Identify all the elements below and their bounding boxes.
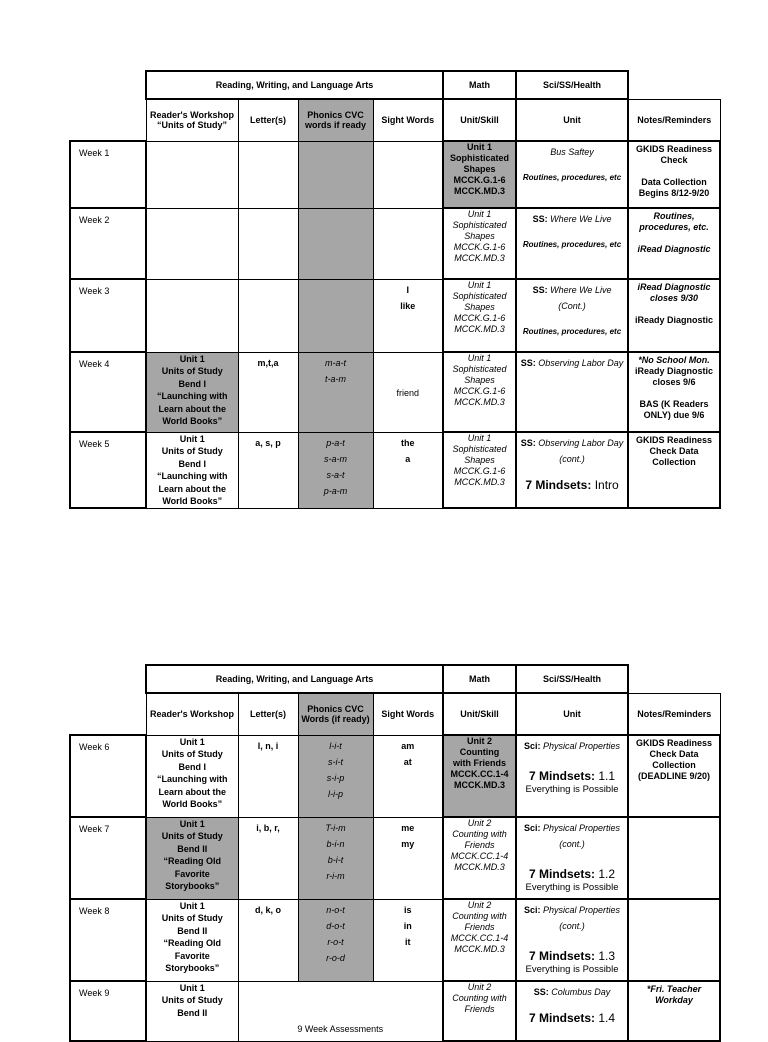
unit-title [519, 144, 625, 160]
unit-title [519, 984, 625, 1000]
week-label: Week 9 [70, 981, 146, 1041]
notes-cell [628, 735, 720, 817]
sci-unit-cell [516, 352, 628, 432]
phonics-header: Phonics CVC words if ready [298, 99, 373, 141]
math-line: Counting with [452, 911, 507, 921]
sight-words-cell [373, 352, 443, 432]
reading-line: Unit 1 [179, 900, 205, 911]
reading-line: Favorite [174, 868, 210, 879]
letters-cell: a, s, p [238, 432, 298, 508]
letters-cell: i, b, r, [238, 817, 298, 899]
phonics-word: s-a-m [324, 453, 347, 464]
unit-note: Routines, procedures, etc [522, 327, 622, 336]
sight-words-cell [373, 735, 443, 817]
math-line: Shapes [464, 231, 495, 241]
week-label: Week 3 [70, 279, 146, 352]
letters-cell [238, 279, 298, 352]
unit-header: Unit [516, 99, 628, 141]
math-line: MCCK.MD.3 [454, 862, 505, 872]
math-line: Counting [459, 747, 500, 757]
notes-header: Notes/Reminders [628, 693, 720, 735]
mindsets-label: 7 Mindsets: [528, 949, 595, 963]
math-line: MCCK.G.1-6 [453, 386, 506, 396]
math-line: MCCK.CC.1-4 [450, 769, 509, 779]
sight-word: my [401, 838, 415, 849]
math-unit-cell [443, 352, 516, 432]
mindsets-label: 7 Mindsets: [528, 1011, 595, 1025]
note-line [631, 388, 717, 399]
rwla-header: Reading, Writing, and Language Arts [146, 71, 443, 99]
reading-line: Unit 1 [179, 736, 205, 747]
readers-workshop-cell [146, 352, 238, 432]
note-line: iRead Diagnostic closes 9/30 [637, 282, 711, 303]
reading-line: Learn about the [158, 403, 226, 414]
week-label: Week 5 [70, 432, 146, 508]
sight-words-cell [373, 817, 443, 899]
mindsets-label: 7 Mindsets: [528, 769, 595, 783]
math-unit-cell [443, 817, 516, 899]
math-line: Unit 1 [467, 142, 493, 152]
week-label: Week 7 [70, 817, 146, 899]
unit-name: Where We Live [550, 214, 612, 224]
unit-prefix: Sci: [523, 905, 541, 915]
readers-workshop-cell [146, 208, 238, 279]
unit-name: Observing Labor Day [538, 358, 624, 368]
math-line: MCCK.MD.3 [454, 324, 505, 334]
sight-word: am [401, 740, 415, 751]
sci-header: Sci/SS/Health [516, 71, 628, 99]
math-unit-cell [443, 208, 516, 279]
mindsets-line [519, 477, 625, 493]
math-line: Shapes [463, 164, 496, 174]
mindsets-line [519, 948, 625, 964]
phonics-word: p-a-t [326, 437, 345, 448]
unit-name: Physical Properties (cont.) [543, 905, 621, 931]
math-line: MCCK.G.1-6 [453, 175, 506, 185]
week-row [70, 279, 720, 352]
phonics-word: t-a-m [325, 373, 346, 384]
math-line: Unit 1 [467, 209, 492, 219]
math-line: MCCK.G.1-6 [453, 313, 506, 323]
readers-workshop-cell [146, 279, 238, 352]
unit-note: Routines, procedures, etc [522, 173, 622, 182]
math-line: MCCK.CC.1-4 [450, 933, 509, 943]
reading-line: Learn about the [158, 483, 226, 494]
math-line: Unit 2 [467, 818, 492, 828]
math-unit-cell [443, 735, 516, 817]
week-row [70, 899, 720, 981]
mindsets-line [519, 768, 625, 784]
reading-line: Units of Study [161, 446, 223, 456]
math-line: Unit 1 [467, 353, 492, 363]
sight-word: me [401, 822, 415, 833]
note-line [631, 233, 717, 244]
sci-unit-cell [516, 817, 628, 899]
reading-line: Bend I [178, 761, 206, 772]
mindsets-value: Intro [594, 478, 619, 492]
math-line: MCCK.CC.1-4 [450, 851, 509, 861]
reading-line: Bend II [177, 925, 208, 936]
phonics-word: b-i-t [327, 854, 344, 865]
unit-prefix: Sci: [523, 741, 541, 751]
mindsets-label: 7 Mindsets: [528, 867, 595, 881]
math-unit-cell [443, 899, 516, 981]
sci-header: Sci/SS/Health [516, 665, 628, 693]
unit-title [519, 435, 625, 467]
rwla-header: Reading, Writing, and Language Arts [146, 665, 443, 693]
sight-words-cell [373, 208, 443, 279]
unit-prefix: SS: [532, 214, 548, 224]
sight-word: a [405, 453, 411, 464]
letters-cell: d, k, o [238, 899, 298, 981]
note-line: Routines, procedures, etc. [639, 211, 709, 232]
reading-line: Units of Study [161, 749, 223, 759]
sci-unit-cell [516, 735, 628, 817]
note-line [631, 304, 717, 315]
mindsets-value: 1.3 [598, 949, 616, 963]
letters-cell: m,t,a [238, 352, 298, 432]
math-line: MCCK.G.1-6 [453, 466, 506, 476]
unit-title [519, 355, 625, 371]
mindsets-line [519, 866, 625, 882]
math-line: Unit 1 [467, 280, 492, 290]
unit-title [519, 211, 625, 227]
unit-title [519, 282, 625, 314]
math-line: MCCK.MD.3 [454, 397, 505, 407]
sci-unit-cell [516, 981, 628, 1041]
reading-line: “Reading Old [163, 856, 221, 866]
sight-word: I [406, 284, 410, 295]
reading-line: Storybooks” [165, 881, 220, 891]
unit-skill-header: Unit/Skill [443, 99, 516, 141]
phonics-word: b-i-n [326, 838, 345, 849]
note-line: GKIDS Readiness Check Data Collection (DEADLINE 9/20) [636, 738, 713, 781]
phonics-word: s-i-p [326, 772, 345, 783]
sight-word: at [403, 756, 412, 767]
note-line: *Fri. Teacher Workday [646, 984, 702, 1005]
reading-line: “Reading Old [163, 938, 221, 948]
math-unit-cell [443, 141, 516, 208]
note-line: GKIDS Readiness Check [636, 144, 713, 165]
mindsets-subtitle: Everything is Possible [525, 784, 619, 795]
notes-cell [628, 432, 720, 508]
math-unit-cell [443, 981, 516, 1041]
unit-name: Where We Live (Cont.) [550, 285, 612, 311]
mindsets-label: 7 Mindsets: [525, 478, 592, 492]
unit-prefix: SS: [532, 285, 548, 295]
phonics-word: n-o-t [326, 904, 345, 915]
week-row [70, 208, 720, 279]
unit-prefix: SS: [520, 358, 536, 368]
reading-line: Favorite [174, 950, 210, 961]
reading-line: “Launching with [157, 391, 228, 401]
reading-line: World Books” [162, 799, 223, 809]
reading-line: Units of Study [161, 995, 223, 1005]
sight-words-cell [373, 279, 443, 352]
week-row [70, 981, 720, 1041]
sight-words-cell [373, 432, 443, 508]
week-row [70, 735, 720, 817]
sight-word: friend [396, 388, 420, 398]
subheader-row [70, 693, 720, 735]
unit-prefix: SS: [520, 438, 536, 448]
math-line: Unit 2 [467, 736, 493, 746]
phonics-cell [298, 899, 373, 981]
week-row [70, 352, 720, 432]
unit-title [519, 738, 625, 754]
sci-unit-cell [516, 208, 628, 279]
phonics-word: l-i-p [328, 788, 343, 799]
lesson-plan-table-weeks-6-9 [69, 664, 721, 1042]
sci-unit-cell [516, 141, 628, 208]
unit-title [519, 820, 625, 852]
phonics-word: r-o-t [327, 936, 344, 947]
phonics-cell [298, 279, 373, 352]
notes-cell [628, 208, 720, 279]
notes-header: Notes/Reminders [628, 99, 720, 141]
mindsets-subtitle: Everything is Possible [525, 964, 619, 975]
sight-word: like [400, 300, 416, 311]
readers-workshop-header: Reader's Workshop “Units of Study” [146, 99, 238, 141]
unit-header: Unit [516, 693, 628, 735]
reading-line: Units of Study [161, 366, 223, 376]
note-line: *No School Mon. [638, 355, 710, 365]
unit-title [519, 902, 625, 934]
phonics-word: T-i-m [325, 822, 346, 833]
math-line: MCCK.G.1-6 [453, 242, 506, 252]
reading-line: Unit 1 [179, 982, 205, 993]
note-line: BAS (K Readers ONLY) due 9/6 [639, 399, 709, 420]
letters-cell [238, 141, 298, 208]
math-line: Friends [464, 840, 495, 850]
math-line: Shapes [464, 302, 495, 312]
phonics-cell [298, 817, 373, 899]
phonics-cell [298, 735, 373, 817]
week-row [70, 141, 720, 208]
math-header: Math [443, 71, 516, 99]
unit-prefix: Sci: [523, 823, 541, 833]
unit-prefix: SS: [533, 987, 549, 997]
reading-line: Bend II [177, 843, 208, 854]
subheader-row [70, 99, 720, 141]
assessment-cell: 9 Week Assessments [238, 981, 443, 1041]
week-label: Week 8 [70, 899, 146, 981]
math-line: Sophisticated [452, 364, 507, 374]
week-row [70, 432, 720, 508]
week-label: Week 1 [70, 141, 146, 208]
reading-line: Learn about the [158, 786, 226, 797]
notes-cell [628, 352, 720, 432]
reading-line: Bend II [177, 1007, 208, 1018]
unit-name: Observing Labor Day (cont.) [538, 438, 624, 464]
week-label: Week 6 [70, 735, 146, 817]
mindsets-value: 1.1 [598, 769, 616, 783]
math-line: MCCK.MD.3 [454, 477, 505, 487]
sci-unit-cell [516, 899, 628, 981]
reading-line: Storybooks” [165, 963, 220, 973]
reading-line: “Launching with [157, 471, 228, 481]
reading-line: Unit 1 [179, 818, 205, 829]
notes-cell [628, 279, 720, 352]
sight-word: it [405, 936, 411, 947]
phonics-header: Phonics CVC Words (if ready) [298, 693, 373, 735]
readers-workshop-cell [146, 899, 238, 981]
readers-workshop-header: Reader's Workshop [146, 693, 238, 735]
math-line: Friends [464, 1004, 495, 1014]
reading-line: Units of Study [161, 913, 223, 923]
notes-cell [628, 981, 720, 1041]
math-line: Sophisticated [452, 220, 507, 230]
unit-name: Physical Properties [543, 741, 621, 751]
phonics-cell [298, 432, 373, 508]
phonics-word: l-i-t [329, 740, 342, 751]
mindsets-value: 1.2 [598, 867, 616, 881]
phonics-word: r-o-d [326, 952, 345, 963]
phonics-word: s-a-t [326, 469, 345, 480]
note-line: iRead Diagnostic [637, 244, 711, 254]
mindsets-value: 1.4 [598, 1011, 616, 1025]
math-line: Unit 2 [467, 900, 492, 910]
phonics-word: d-o-t [326, 920, 345, 931]
phonics-cell [298, 141, 373, 208]
reading-line: Unit 1 [179, 353, 205, 364]
phonics-word: p-a-m [323, 485, 348, 496]
unit-skill-header: Unit/Skill [443, 693, 516, 735]
sight-words-header: Sight Words [373, 693, 443, 735]
math-line: MCCK.MD.3 [454, 186, 506, 196]
reading-line: Bend I [178, 458, 206, 469]
reading-line: Units of Study [161, 831, 223, 841]
notes-cell [628, 899, 720, 981]
math-line: Shapes [464, 455, 495, 465]
letters-cell [238, 208, 298, 279]
math-line: Counting with [452, 829, 507, 839]
reading-line: Bend I [178, 378, 206, 389]
week-label: Week 4 [70, 352, 146, 432]
sight-words-header: Sight Words [373, 99, 443, 141]
phonics-cell [298, 352, 373, 432]
week-row [70, 817, 720, 899]
sight-words-cell [373, 141, 443, 208]
math-line: Sophisticated [452, 444, 507, 454]
note-line: iReady Diagnostic [635, 315, 714, 325]
unit-name: Bus Saftey [550, 147, 594, 157]
math-line: Counting with [452, 993, 507, 1003]
sight-word: in [403, 920, 412, 931]
phonics-word: s-i-t [328, 756, 343, 767]
notes-cell [628, 817, 720, 899]
letters-cell: l, n, i [238, 735, 298, 817]
sight-words-cell [373, 899, 443, 981]
math-line: Unit 1 [467, 433, 492, 443]
unit-note: Routines, procedures, etc [522, 240, 622, 249]
phonics-word: r-i-m [326, 870, 345, 881]
math-line: Unit 2 [467, 982, 492, 992]
math-line: MCCK.MD.3 [454, 944, 505, 954]
phonics-word: m-a-t [325, 357, 346, 368]
readers-workshop-cell [146, 141, 238, 208]
math-line: Sophisticated [450, 153, 510, 163]
math-line: Friends [464, 922, 495, 932]
note-line: GKIDS Readiness Check Data Collection [636, 435, 713, 467]
math-line: with Friends [453, 758, 507, 768]
math-unit-cell [443, 279, 516, 352]
mindsets-subtitle: Everything is Possible [525, 882, 619, 893]
readers-workshop-cell [146, 735, 238, 817]
math-line: Shapes [464, 375, 495, 385]
sight-word: the [401, 437, 415, 448]
readers-workshop-cell [146, 817, 238, 899]
reading-line: World Books” [162, 416, 223, 426]
math-line: Sophisticated [452, 291, 507, 301]
letters-header: Letter(s) [238, 693, 298, 735]
note-line: Data Collection Begins 8/12-9/20 [638, 177, 710, 198]
math-header: Math [443, 665, 516, 693]
unit-name: Physical Properties (cont.) [543, 823, 621, 849]
phonics-cell [298, 208, 373, 279]
sci-unit-cell [516, 432, 628, 508]
unit-name: Columbus Day [551, 987, 611, 997]
reading-line: “Launching with [157, 774, 228, 784]
note-line [631, 166, 717, 177]
math-line: MCCK.MD.3 [454, 780, 506, 790]
notes-cell [628, 141, 720, 208]
readers-workshop-cell [146, 981, 238, 1041]
week-label: Week 2 [70, 208, 146, 279]
math-unit-cell [443, 432, 516, 508]
sci-unit-cell [516, 279, 628, 352]
lesson-plan-table-weeks-1-5 [69, 70, 721, 509]
letters-header: Letter(s) [238, 99, 298, 141]
note-line: iReady Diagnostic closes 9/6 [635, 366, 714, 387]
readers-workshop-cell [146, 432, 238, 508]
math-line: MCCK.MD.3 [454, 253, 505, 263]
reading-line: Unit 1 [179, 433, 205, 444]
reading-line: World Books” [162, 496, 223, 506]
sight-word: is [404, 904, 412, 915]
